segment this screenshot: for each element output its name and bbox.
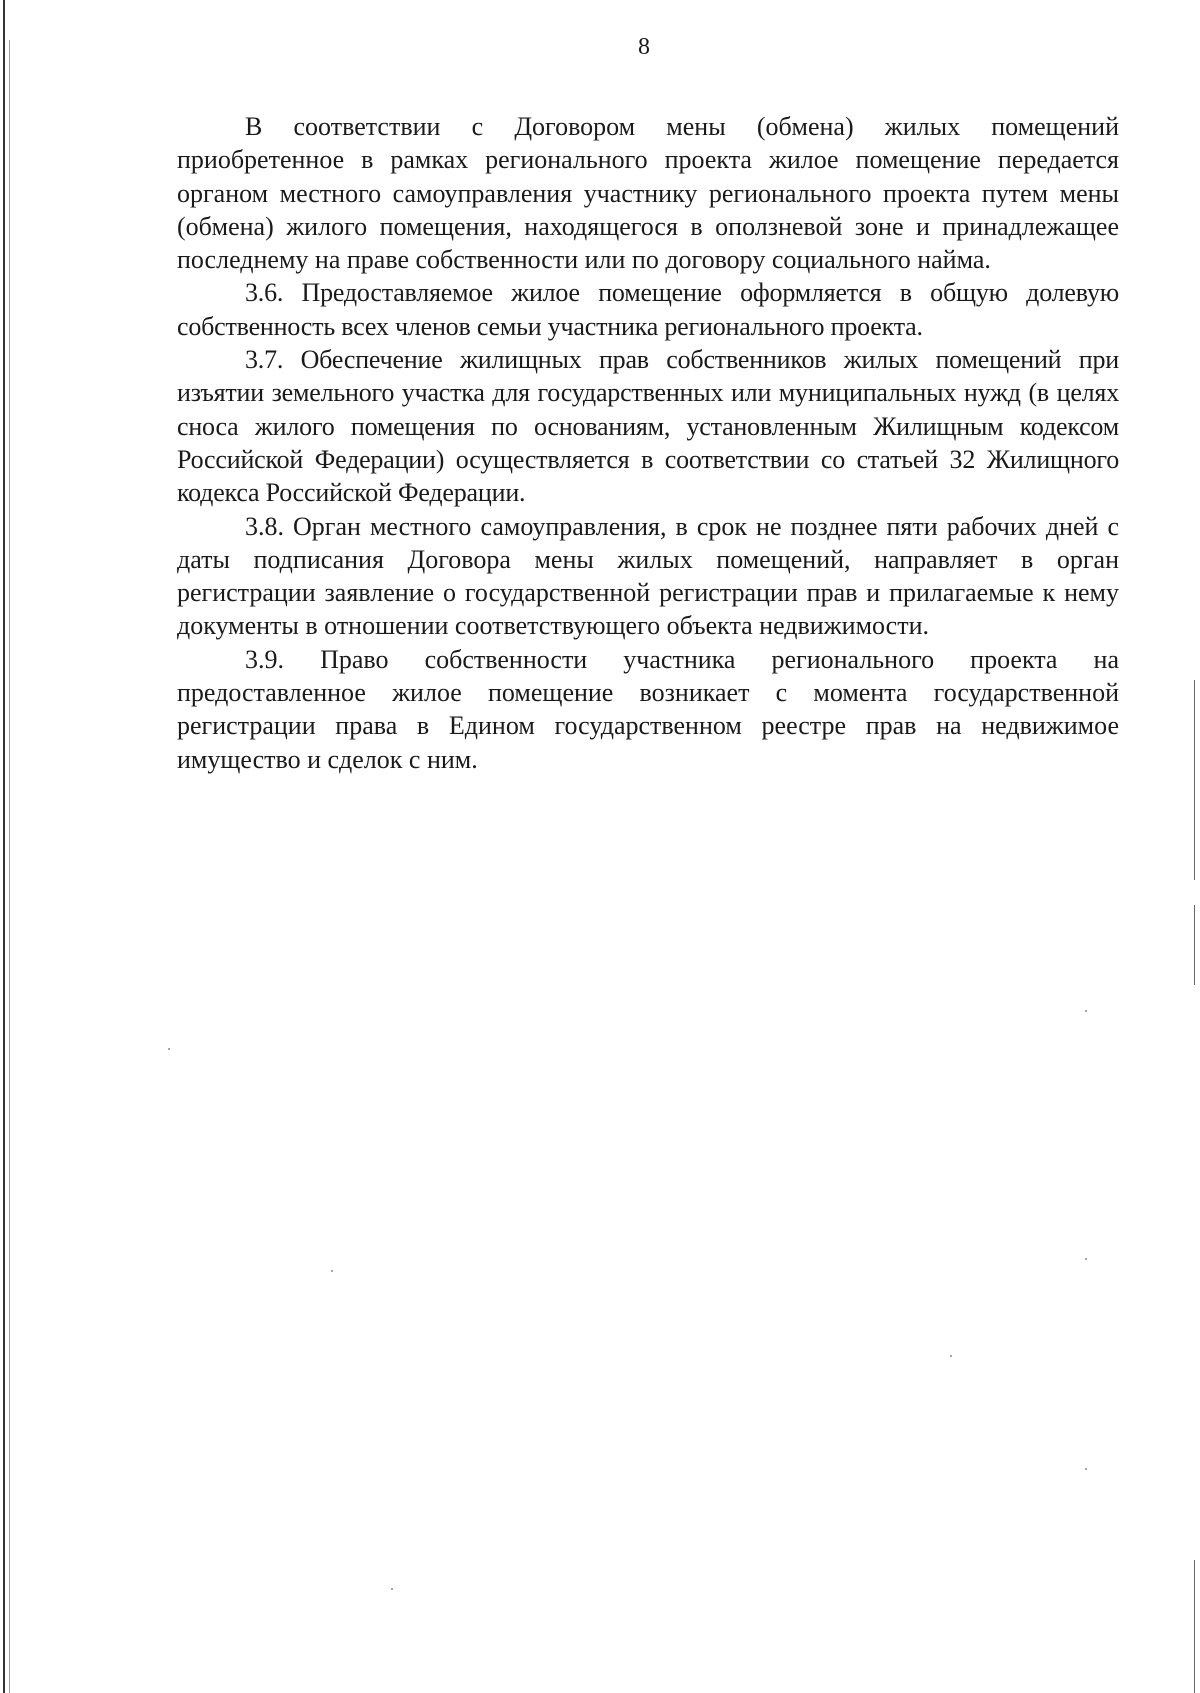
scan-speck <box>950 1355 952 1357</box>
scan-border-left <box>3 0 5 1693</box>
scan-border-right-upper <box>1194 680 1195 880</box>
scan-speck <box>168 1048 170 1050</box>
scan-speck <box>1085 1010 1087 1012</box>
scan-border-right-lower <box>1194 1560 1195 1693</box>
paragraph-3-8: 3.8. Орган местного самоуправления, в срок не позднее пяти рабочих дней с даты подписания Договора мены жилых помещений, направляет в орган регистрации заявление о государственной регистрации прав и прилагаемые к нему документы в отношении соответствующего объекта недвижимости. <box>177 511 1119 641</box>
scan-border-right-middle <box>1194 905 1195 985</box>
paragraph-3-9: 3.9. Право собственности участника регионального проекта на предоставленное жилое помещение возникает с момента государственной регистрации права в Едином государственном реестре прав на недвижимое имущество и сделок с ним. <box>177 644 1119 774</box>
paragraph-exchange-agreement: В соответствии с Договором мены (обмена) жилых помещений приобретенное в рамках регионального проекта жилое помещение передается органом местного самоуправления участнику регионального проекта путем мены (обмена) жилого помещения, находящегося в оползневой зоне и принадлежащее последнему на праве собственности или по договору социального найма. <box>177 112 1119 275</box>
scan-border-left-inner <box>9 40 10 1693</box>
scan-speck <box>1085 1258 1087 1260</box>
document-body <box>177 110 1119 776</box>
scan-speck <box>1085 1468 1087 1470</box>
paragraph-3-6: 3.6. Предоставляемое жилое помещение оформляется в общую долевую собственность всех членов семьи участника регионального проекта. <box>177 278 1119 341</box>
scan-speck <box>391 1588 393 1590</box>
page-number: 8 <box>638 34 650 60</box>
scan-speck <box>331 1270 333 1272</box>
paragraph-3-7: 3.7. Обеспечение жилищных прав собственников жилых помещений при изъятии земельного участка для государственных или муниципальных нужд (в целях сноса жилого помещения по основаниям, установленным Жилищным кодексом Российской Федерации) осуществляется в соответствии со статьей 32 Жилищного кодекса Российской Федерации. <box>177 345 1119 508</box>
